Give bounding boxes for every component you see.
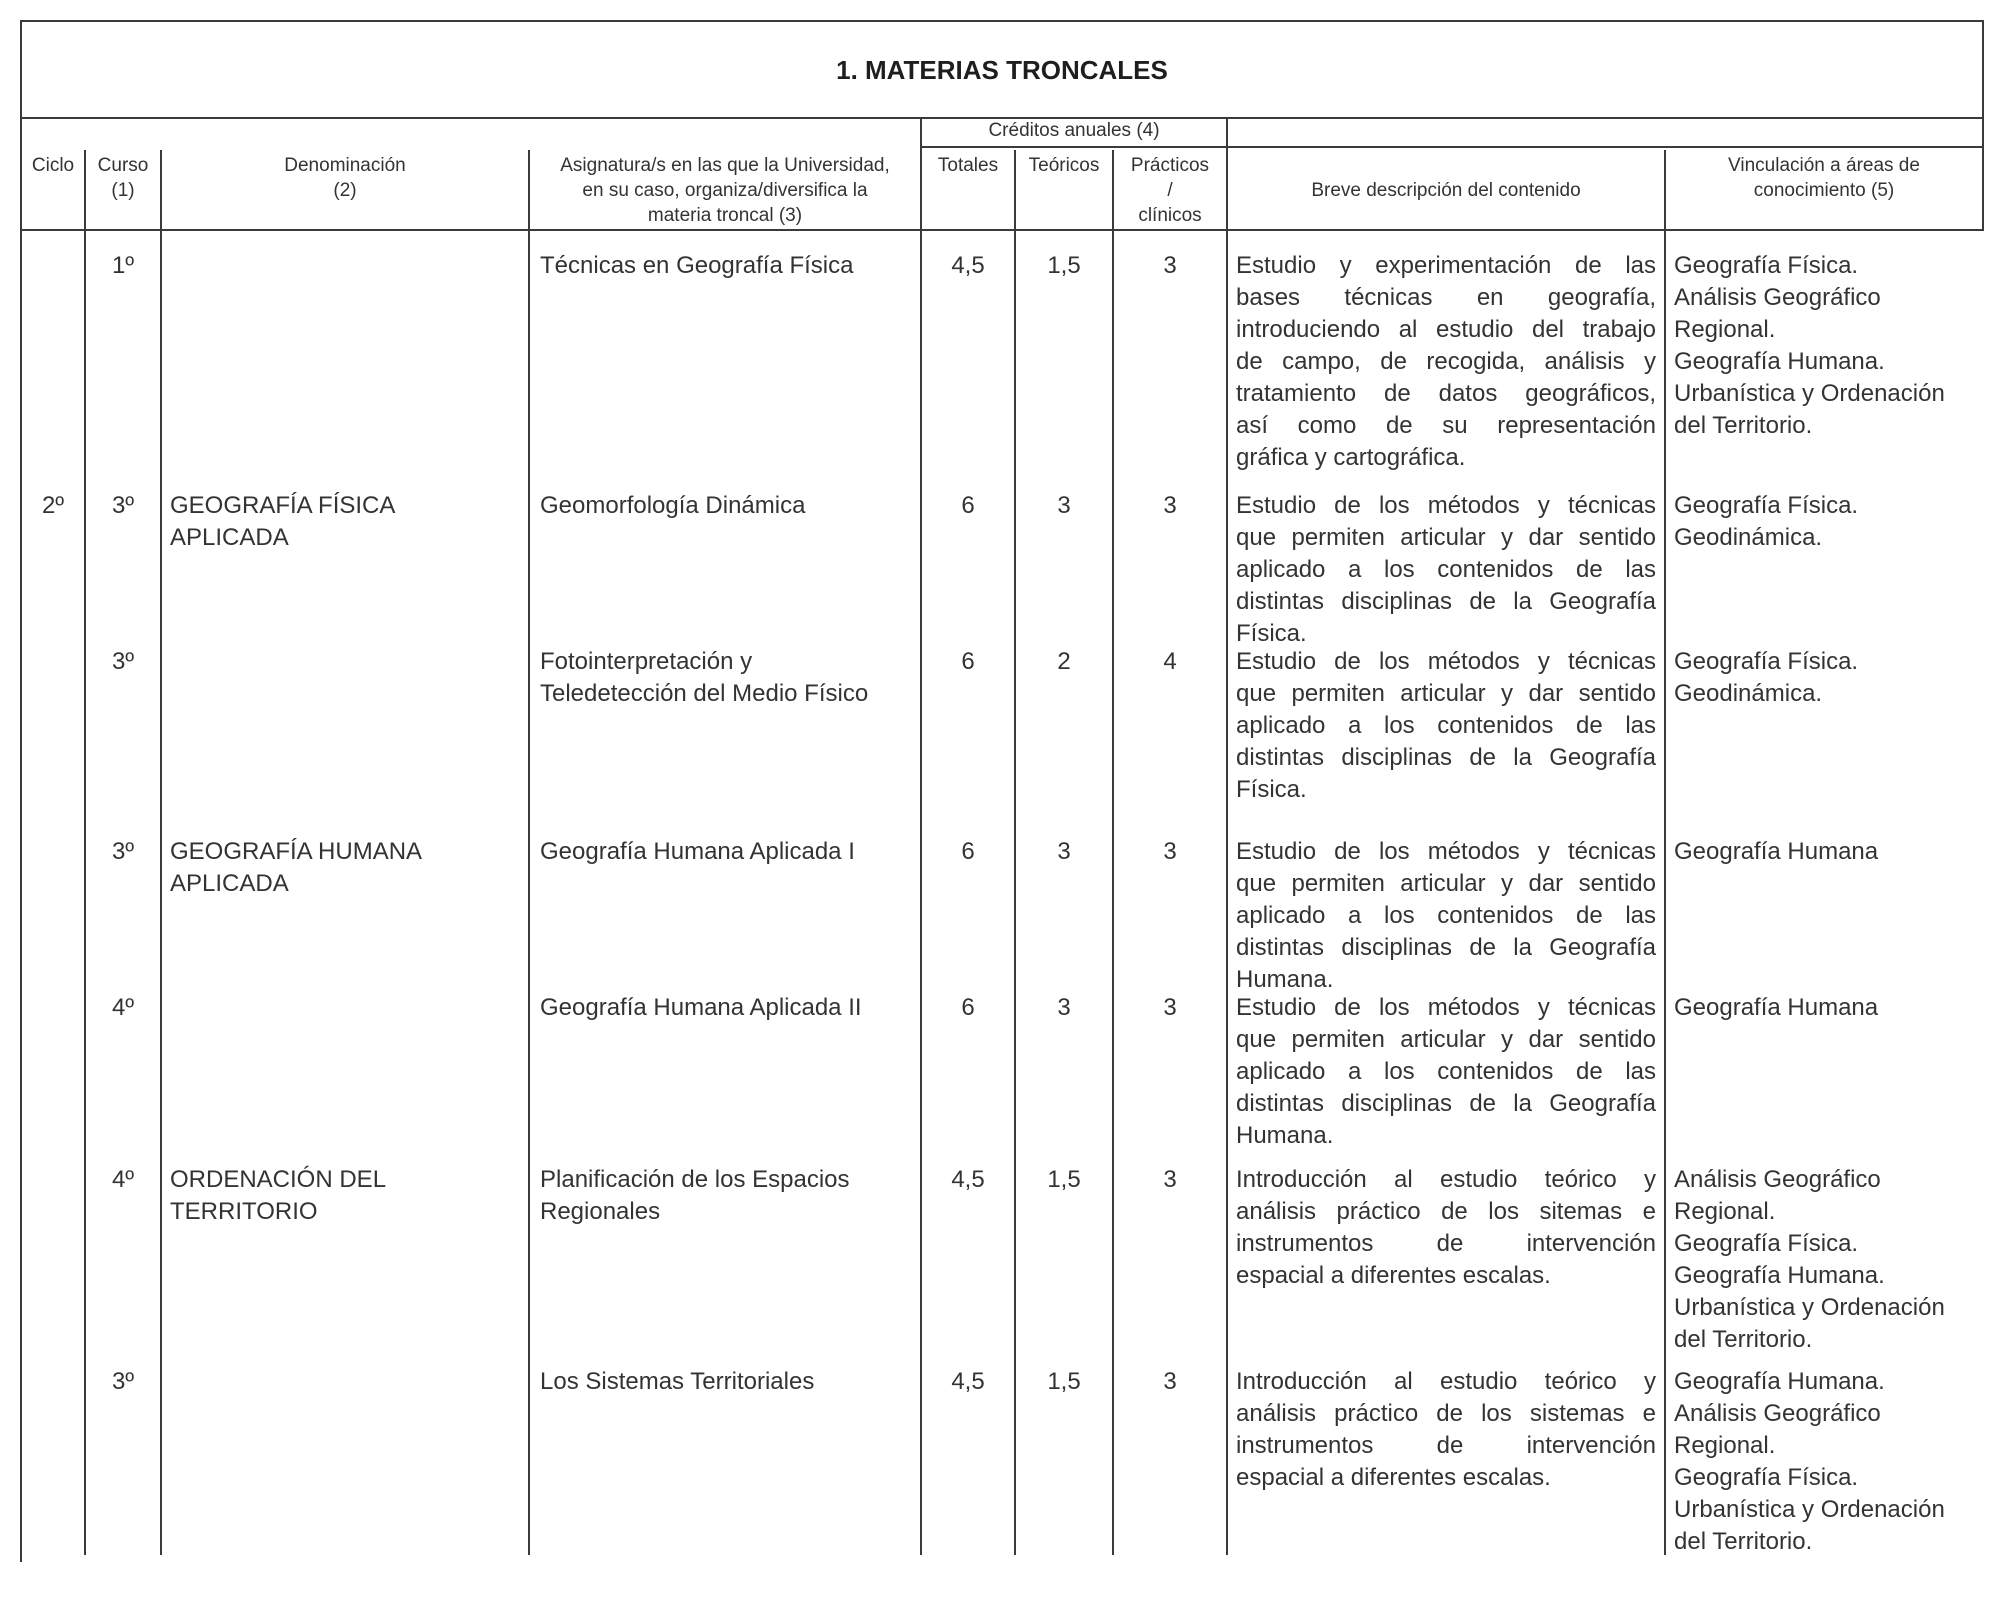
areas-cell-line: Geografía Física. xyxy=(1674,252,1859,279)
areas-cell-line: Regional. xyxy=(1674,1198,1776,1225)
descripcion-cell-line: Física. xyxy=(1236,620,1307,647)
descripcion-cell xyxy=(1236,1164,1656,1292)
rule-credits-right xyxy=(1228,146,1984,148)
rule-header-bottom xyxy=(20,229,1984,231)
areas-cell-line: Regional. xyxy=(1674,1432,1776,1459)
descripcion-cell xyxy=(1236,1366,1656,1494)
areas-cell xyxy=(1674,646,1978,710)
rule-col-descripcion xyxy=(1226,117,1228,1555)
descripcion-cell-line: Introducción al estudio teórico y xyxy=(1236,1368,1656,1395)
page-title: 1. MATERIAS TRONCALES xyxy=(836,54,1168,85)
teoricos-cell: 1,5 xyxy=(1047,1166,1081,1193)
descripcion-cell-line: espacial a diferentes escalas. xyxy=(1236,1464,1551,1491)
header-practicos-line: / xyxy=(1167,180,1173,201)
header-teoricos: Teóricos xyxy=(1028,155,1100,176)
header-curso-line: Curso xyxy=(97,155,149,176)
denominacion-line: APLICADA xyxy=(170,870,289,897)
totales-cell: 4,5 xyxy=(951,1166,985,1193)
rule-col-denominacion xyxy=(160,150,162,1555)
descripcion-cell-line: introduciendo al estudio del trabajo xyxy=(1236,316,1656,343)
totales-cell: 6 xyxy=(961,648,975,675)
descripcion-cell-line: distintas disciplinas de la Geografía xyxy=(1236,588,1656,615)
areas-cell-line: del Territorio. xyxy=(1674,1326,1813,1353)
descripcion-cell-line: análisis práctico de los sitemas e xyxy=(1236,1198,1656,1225)
header-totales: Totales xyxy=(937,155,999,176)
header-creditos-anuales: Créditos anuales (4) xyxy=(988,120,1160,141)
descripcion-cell-line: Estudio y experimentación de las xyxy=(1236,252,1656,279)
areas-cell-line: Geografía Física. xyxy=(1674,1464,1859,1491)
areas-cell xyxy=(1674,1164,1978,1356)
denominacion-line: GEOGRAFÍA FÍSICA xyxy=(170,492,396,519)
denominacion-geografia-humana xyxy=(170,836,520,900)
curso-cell: 4º xyxy=(111,1166,135,1193)
areas-cell-line: Geografía Humana. xyxy=(1674,1368,1885,1395)
ciclo-value: 2º xyxy=(41,492,65,519)
areas-cell xyxy=(1674,836,1978,868)
rule-left xyxy=(20,20,22,1562)
denominacion-line: APLICADA xyxy=(170,524,289,551)
descripcion-cell-line: análisis práctico de los sistemas e xyxy=(1236,1400,1656,1427)
asignatura-cell xyxy=(540,1164,912,1228)
descripcion-cell-line: de campo, de recogida, análisis y xyxy=(1236,348,1656,375)
areas-cell-line: Geografía Física. xyxy=(1674,1230,1859,1257)
header-vinculacion-line: Vinculación a áreas de xyxy=(1728,155,1920,176)
header-asignatura-line: Asignatura/s en las que la Universidad, xyxy=(560,155,890,176)
rule-col-asignatura xyxy=(528,150,530,1555)
descripcion-cell xyxy=(1236,836,1656,996)
rule-col-vinculacion xyxy=(1664,150,1666,1555)
areas-cell-line: Geografía Humana. xyxy=(1674,348,1885,375)
header-practicos-line: clínicos xyxy=(1138,205,1202,226)
descripcion-cell-line: bases técnicas en geografía, xyxy=(1236,284,1656,311)
descripcion-cell-line: distintas disciplinas de la Geografía xyxy=(1236,934,1656,961)
areas-cell-line: del Territorio. xyxy=(1674,412,1813,439)
practicos-cell: 4 xyxy=(1163,648,1177,675)
areas-cell-line: Análisis Geográfico xyxy=(1674,1400,1881,1427)
descripcion-cell-line: Humana. xyxy=(1236,966,1334,993)
practicos-cell: 3 xyxy=(1163,994,1177,1021)
descripcion-cell-line: instrumentos de intervención xyxy=(1236,1230,1656,1257)
denominacion-geografia-fisica xyxy=(170,490,520,554)
descripcion-cell-line: Estudio de los métodos y técnicas xyxy=(1236,648,1656,675)
areas-cell-line: Geografía Humana xyxy=(1674,838,1879,865)
practicos-cell: 3 xyxy=(1163,252,1177,279)
header-curso-line: (1) xyxy=(111,180,135,201)
teoricos-cell: 3 xyxy=(1057,838,1071,865)
areas-cell xyxy=(1674,250,1978,442)
header-practicos-line: Prácticos xyxy=(1130,155,1210,176)
areas-cell-line: Urbanística y Ordenación xyxy=(1674,1294,1945,1321)
header-denominacion-line: Denominación xyxy=(284,155,406,176)
descripcion-cell-line: Estudio de los métodos y técnicas xyxy=(1236,838,1656,865)
areas-cell-line: Geodinámica. xyxy=(1674,680,1823,707)
practicos-cell: 3 xyxy=(1163,492,1177,519)
totales-cell: 4,5 xyxy=(951,252,985,279)
practicos-cell: 3 xyxy=(1163,838,1177,865)
descripcion-cell-line: aplicado a los contenidos de las xyxy=(1236,556,1656,583)
asignatura-cell-line: Geografía Humana Aplicada II xyxy=(540,994,862,1021)
denominacion-line: TERRITORIO xyxy=(170,1198,318,1225)
header-ciclo: Ciclo xyxy=(31,155,75,176)
asignatura-cell-line: Técnicas en Geografía Física xyxy=(540,252,854,279)
totales-cell: 4,5 xyxy=(951,1368,985,1395)
curso-cell: 3º xyxy=(111,1368,135,1395)
asignatura-cell xyxy=(540,992,912,1024)
denominacion-ordenacion-territorio xyxy=(170,1164,520,1228)
descripcion-cell-line: que permiten articular y dar sentido xyxy=(1236,870,1656,897)
descripcion-cell-line: Estudio de los métodos y técnicas xyxy=(1236,492,1656,519)
descripcion-cell-line: que permiten articular y dar sentido xyxy=(1236,524,1656,551)
asignatura-cell-line: Geografía Humana Aplicada I xyxy=(540,838,855,865)
practicos-cell: 3 xyxy=(1163,1166,1177,1193)
descripcion-cell-line: aplicado a los contenidos de las xyxy=(1236,712,1656,739)
header-asignatura-line: materia troncal (3) xyxy=(647,205,803,226)
rule-right xyxy=(1982,20,1984,231)
areas-cell-line: Geografía Física. xyxy=(1674,492,1859,519)
header-denominacion-line: (2) xyxy=(333,180,357,201)
areas-cell xyxy=(1674,992,1978,1024)
totales-cell: 6 xyxy=(961,994,975,1021)
header-vinculacion xyxy=(1666,153,1982,203)
asignatura-cell xyxy=(540,490,912,522)
curso-cell: 3º xyxy=(111,838,135,865)
areas-cell-line: Urbanística y Ordenación xyxy=(1674,380,1945,407)
descripcion-cell-line: Física. xyxy=(1236,776,1307,803)
descripcion-cell xyxy=(1236,250,1656,474)
descripcion-cell-line: gráfica y cartográfica. xyxy=(1236,444,1466,471)
descripcion-cell-line: aplicado a los contenidos de las xyxy=(1236,902,1656,929)
descripcion-cell xyxy=(1236,646,1656,806)
descripcion-cell-line: aplicado a los contenidos de las xyxy=(1236,1058,1656,1085)
asignatura-cell-line: Teledetección del Medio Físico xyxy=(540,680,869,707)
descripcion-cell-line: que permiten articular y dar sentido xyxy=(1236,1026,1656,1053)
asignatura-cell xyxy=(540,836,912,868)
areas-cell-line: Geografía Física. xyxy=(1674,648,1859,675)
teoricos-cell: 3 xyxy=(1057,492,1071,519)
areas-cell-line: Geografía Humana. xyxy=(1674,1262,1885,1289)
areas-cell xyxy=(1674,1366,1978,1558)
teoricos-cell: 2 xyxy=(1057,648,1071,675)
areas-cell-line: Regional. xyxy=(1674,316,1776,343)
asignatura-cell xyxy=(540,1366,912,1398)
descripcion-cell-line: distintas disciplinas de la Geografía xyxy=(1236,1090,1656,1117)
descripcion-cell-line: tratamiento de datos geográficos, xyxy=(1236,380,1656,407)
descripcion-cell-line: Humana. xyxy=(1236,1122,1334,1149)
areas-cell-line: Análisis Geográfico xyxy=(1674,284,1881,311)
rule-credits-group xyxy=(922,146,1228,148)
header-practicos xyxy=(1114,153,1226,228)
areas-cell-line: Urbanística y Ordenación xyxy=(1674,1496,1945,1523)
header-asignatura-line: en su caso, organiza/diversifica la xyxy=(582,180,868,201)
header-descripcion: Breve descripción del contenido xyxy=(1311,180,1581,201)
descripcion-cell-line: instrumentos de intervención xyxy=(1236,1432,1656,1459)
curso-cell: 4º xyxy=(111,994,135,1021)
practicos-cell: 3 xyxy=(1163,1368,1177,1395)
denominacion-line: ORDENACIÓN DEL xyxy=(170,1166,387,1193)
areas-cell xyxy=(1674,490,1978,554)
curso-cell: 1º xyxy=(111,252,135,279)
asignatura-cell-line: Los Sistemas Territoriales xyxy=(540,1368,815,1395)
denominacion-line: GEOGRAFÍA HUMANA xyxy=(170,838,423,865)
asignatura-cell-line: Regionales xyxy=(540,1198,661,1225)
descripcion-cell-line: que permiten articular y dar sentido xyxy=(1236,680,1656,707)
areas-cell-line: Geografía Humana xyxy=(1674,994,1879,1021)
descripcion-cell-line: Introducción al estudio teórico y xyxy=(1236,1166,1656,1193)
descripcion-cell-line: espacial a diferentes escalas. xyxy=(1236,1262,1551,1289)
descripcion-cell xyxy=(1236,490,1656,650)
descripcion-cell xyxy=(1236,992,1656,1152)
teoricos-cell: 3 xyxy=(1057,994,1071,1021)
header-curso xyxy=(86,153,160,203)
asignatura-cell-line: Planificación de los Espacios xyxy=(540,1166,850,1193)
asignatura-cell-line: Fotointerpretación y xyxy=(540,648,753,675)
teoricos-cell: 1,5 xyxy=(1047,1368,1081,1395)
teoricos-cell: 1,5 xyxy=(1047,252,1081,279)
totales-cell: 6 xyxy=(961,492,975,519)
curso-cell: 3º xyxy=(111,492,135,519)
header-asignatura xyxy=(530,153,920,228)
asignatura-cell-line: Geomorfología Dinámica xyxy=(540,492,806,519)
areas-cell-line: Análisis Geográfico xyxy=(1674,1166,1881,1193)
descripcion-cell-line: así como de su representación xyxy=(1236,412,1656,439)
asignatura-cell xyxy=(540,250,912,282)
areas-cell-line: Geodinámica. xyxy=(1674,524,1823,551)
asignatura-cell xyxy=(540,646,912,710)
header-vinculacion-line: conocimiento (5) xyxy=(1753,180,1895,201)
curso-cell: 3º xyxy=(111,648,135,675)
descripcion-cell-line: distintas disciplinas de la Geografía xyxy=(1236,744,1656,771)
descripcion-cell-line: Estudio de los métodos y técnicas xyxy=(1236,994,1656,1021)
totales-cell: 6 xyxy=(961,838,975,865)
areas-cell-line: del Territorio. xyxy=(1674,1528,1813,1555)
header-denominacion xyxy=(162,153,528,203)
